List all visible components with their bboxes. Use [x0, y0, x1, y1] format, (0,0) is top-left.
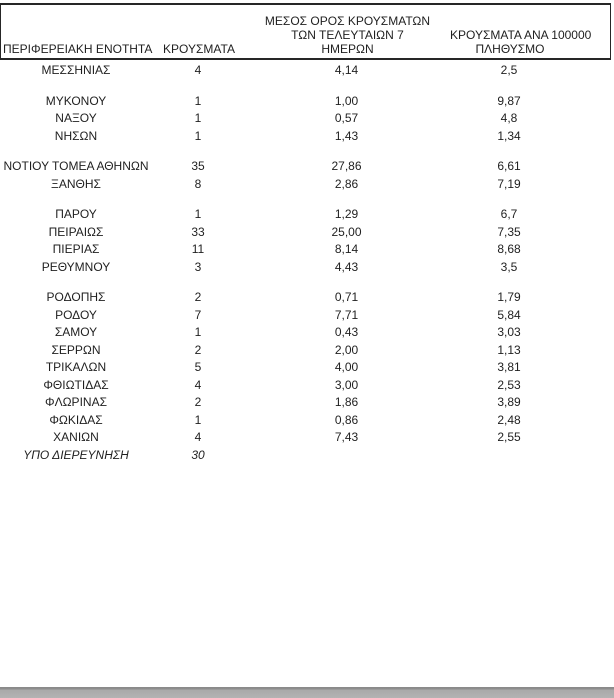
cell-7day-average — [244, 447, 449, 465]
cell-7day-average: 8,14 — [334, 242, 359, 256]
column-header-7day-average-line3: ΗΜΕΡΩΝ — [321, 42, 374, 56]
cell-spacer — [569, 447, 611, 465]
cell-region: ΦΘΙΩΤΙΔΑΣ — [43, 377, 109, 392]
cell-cases: 1 — [194, 111, 202, 125]
table-row — [0, 206, 611, 224]
cell-per-100000: 7,35 — [497, 224, 521, 239]
cell-spacer — [569, 241, 611, 259]
table-row — [0, 307, 611, 325]
cell-7day-average: 7,43 — [334, 430, 359, 444]
cell-region: ΦΩΚΙΔΑΣ — [49, 412, 103, 427]
cell-cases: 4 — [194, 377, 202, 392]
cell-per-100000: 2,53 — [497, 377, 521, 392]
cell-7day-average: 25,00 — [331, 224, 362, 239]
cell-spacer — [569, 377, 611, 395]
cell-cases: 5 — [194, 360, 202, 374]
cell-7day-average: 2,86 — [334, 176, 359, 191]
cell-cases: 2 — [194, 342, 202, 357]
cell-cases: 1 — [194, 128, 202, 143]
cell-region: ΝΟΤΙΟΥ ΤΟΜΕΑ ΑΘΗΝΩΝ — [3, 159, 149, 173]
cell-region: ΦΛΩΡΙΝΑΣ — [45, 395, 107, 409]
cell-per-100000: 6,7 — [500, 207, 518, 221]
table-row — [0, 429, 611, 447]
cell-region: ΧΑΝΙΩΝ — [53, 430, 99, 444]
cell-spacer — [569, 176, 611, 194]
cell-spacer — [569, 412, 611, 430]
table-row — [0, 412, 611, 430]
cell-spacer — [569, 342, 611, 360]
cell-per-100000: 1,34 — [497, 128, 521, 143]
table-row — [0, 289, 611, 307]
cell-cases: 1 — [194, 207, 202, 221]
cell-spacer — [569, 359, 611, 377]
cell-per-100000: 8,68 — [497, 242, 521, 256]
cell-per-100000: 1,79 — [497, 290, 521, 304]
cell-cases: 2 — [194, 290, 202, 304]
cell-per-100000 — [449, 447, 569, 465]
cell-7day-average: 1,86 — [334, 395, 359, 409]
table-body — [0, 60, 611, 464]
table-row — [0, 62, 611, 80]
cell-7day-average: 0,43 — [334, 325, 359, 339]
column-header-per-100000-line1: ΚΡΟΥΣΜΑΤΑ ΑΝΑ 100000 — [450, 28, 592, 42]
table-row — [0, 128, 611, 146]
cell-region: ΠΙΕΡΙΑΣ — [52, 242, 100, 256]
cell-7day-average: 3,00 — [334, 377, 359, 392]
column-header-7day-average — [245, 14, 450, 56]
cell-region: ΜΕΣΣΗΝΙΑΣ — [41, 63, 111, 77]
cell-7day-average: 7,71 — [334, 307, 359, 322]
cell-per-100000: 2,48 — [497, 412, 521, 427]
cell-region: ΣΑΜΟΥ — [54, 325, 98, 339]
cell-spacer — [569, 394, 611, 412]
cell-cases: 30 — [191, 447, 205, 462]
table-row — [0, 158, 611, 176]
cell-spacer — [569, 158, 611, 176]
cell-per-100000: 3,89 — [497, 395, 521, 409]
cell-region: ΥΠΟ ΔΙΕΡΕΥΝΗΣΗ — [23, 447, 129, 462]
table-row — [0, 259, 611, 277]
table-row — [0, 447, 611, 465]
cell-spacer — [569, 62, 611, 80]
cell-region: ΤΡΙΚΑΛΩΝ — [45, 360, 107, 374]
cell-cases: 1 — [194, 93, 202, 108]
cell-cases: 7 — [194, 307, 202, 322]
column-header-per-100000 — [450, 28, 592, 56]
cell-region: ΝΑΞΟΥ — [55, 111, 97, 125]
column-header-7day-average-line1: ΜΕΣΟΣ ΟΡΟΣ ΚΡΟΥΣΜΑΤΩΝ — [264, 14, 431, 28]
cell-region: ΣΕΡΡΩΝ — [51, 342, 101, 357]
table-row — [0, 377, 611, 395]
cell-cases: 3 — [194, 259, 202, 274]
cell-7day-average: 4,14 — [334, 63, 359, 77]
cell-spacer — [569, 289, 611, 307]
cell-region: ΜΥΚΟΝΟΥ — [45, 93, 107, 108]
column-header-per-100000-line2: ΠΛΗΘΥΣΜΟ — [475, 42, 545, 56]
table-row — [0, 359, 611, 377]
cell-cases: 1 — [194, 412, 202, 427]
table-row — [0, 224, 611, 242]
cell-per-100000: 4,8 — [500, 111, 518, 125]
cell-7day-average: 0,71 — [334, 290, 359, 304]
cell-cases: 8 — [194, 176, 202, 191]
table-header-row — [0, 3, 611, 60]
cell-region: ΡΟΔΟΥ — [55, 307, 97, 322]
table-row — [0, 394, 611, 412]
table-row — [0, 93, 611, 111]
cell-per-100000: 1,13 — [497, 342, 521, 357]
cell-spacer — [569, 307, 611, 325]
cell-spacer — [569, 206, 611, 224]
cell-7day-average: 0,57 — [334, 111, 359, 125]
horizontal-scrollbar[interactable] — [0, 687, 614, 698]
cell-region: ΠΑΡΟΥ — [55, 207, 97, 221]
table-row — [0, 342, 611, 360]
table-row — [0, 241, 611, 259]
cell-spacer — [569, 429, 611, 447]
cell-region: ΝΗΣΩΝ — [54, 128, 98, 143]
cell-spacer — [569, 259, 611, 277]
cell-cases: 2 — [194, 395, 202, 409]
cell-per-100000: 2,5 — [500, 63, 518, 77]
cell-region: ΞΑΝΘΗΣ — [51, 176, 101, 191]
cell-per-100000: 3,5 — [500, 259, 518, 274]
table-row — [0, 110, 611, 128]
cell-7day-average: 1,00 — [334, 93, 359, 108]
cell-per-100000: 2,55 — [497, 430, 521, 444]
cell-per-100000: 5,84 — [497, 307, 521, 322]
cell-per-100000: 3,03 — [497, 325, 521, 339]
cell-7day-average: 4,43 — [334, 259, 359, 274]
column-header-region: ΠΕΡΙΦΕΡΕΙΑΚΗ ΕΝΟΤΗΤΑ — [3, 42, 153, 56]
cell-region: ΡΕΘΥΜΝΟΥ — [41, 259, 111, 274]
cell-7day-average: 1,43 — [334, 128, 359, 143]
cell-per-100000: 7,19 — [497, 176, 521, 191]
table-row — [0, 324, 611, 342]
cell-7day-average: 0,86 — [334, 412, 359, 427]
cell-region: ΡΟΔΟΠΗΣ — [46, 290, 106, 304]
column-header-cases: ΚΡΟΥΣΜΑΤΑ — [163, 42, 235, 56]
cell-per-100000: 9,87 — [497, 93, 521, 108]
regional-cases-table — [0, 3, 611, 464]
cell-cases: 4 — [194, 63, 202, 77]
cell-spacer — [569, 324, 611, 342]
cell-region: ΠΕΙΡΑΙΩΣ — [48, 224, 104, 239]
cell-spacer — [569, 93, 611, 111]
cell-cases: 1 — [194, 325, 202, 339]
cell-spacer — [569, 224, 611, 242]
cell-cases: 33 — [191, 224, 205, 239]
cell-7day-average: 1,29 — [334, 207, 359, 221]
cell-cases: 4 — [194, 430, 202, 444]
cell-cases: 11 — [191, 242, 205, 256]
cell-spacer — [569, 110, 611, 128]
cell-per-100000: 3,81 — [497, 360, 521, 374]
table-row — [0, 176, 611, 194]
cell-7day-average: 2,00 — [334, 342, 359, 357]
column-header-7day-average-line2: ΤΩΝ ΤΕΛΕΥΤΑΙΩΝ 7 — [291, 28, 404, 42]
cell-spacer — [569, 128, 611, 146]
cell-per-100000: 6,61 — [497, 159, 521, 173]
cell-7day-average: 4,00 — [334, 360, 359, 374]
cell-7day-average: 27,86 — [331, 159, 362, 173]
cell-cases: 35 — [191, 159, 205, 173]
